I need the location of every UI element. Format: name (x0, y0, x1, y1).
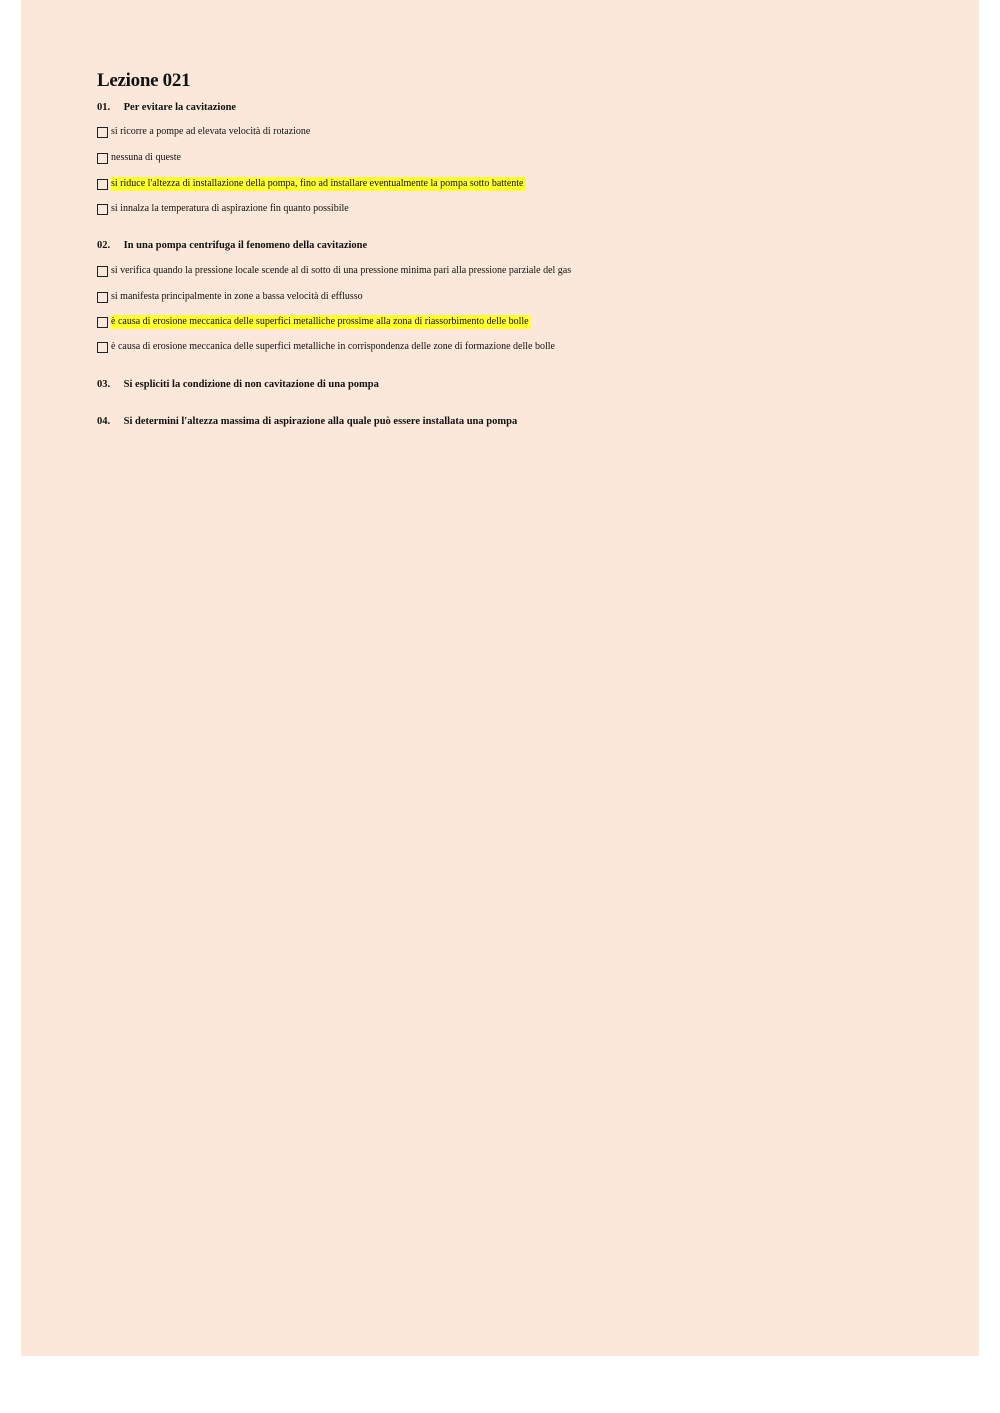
question-text: Per evitare la cavitazione (123, 102, 237, 113)
answer-option-q2-a[interactable] (97, 264, 573, 278)
question-text: Si determini l'altezza massima di aspirazione alla quale può essere installata una pompa (123, 416, 518, 427)
question-number: 01. (97, 102, 111, 113)
answer-option-q1-b[interactable] (97, 151, 183, 165)
option-text: si ricorre a pompe ad elevata velocità di rotazione (111, 126, 311, 137)
answer-option-q2-d[interactable] (97, 340, 557, 354)
answer-option-q2-c[interactable] (97, 315, 531, 329)
option-text: si verifica quando la pressione locale scende al di sotto di una pressione minima pari alla pressione parziale del gas (111, 265, 572, 276)
answer-option-q1-d[interactable] (97, 202, 351, 216)
question-02 (97, 240, 367, 251)
lesson-title: Lezione 021 (97, 70, 191, 91)
option-text: si innalza la temperatura di aspirazione fin quanto possibile (111, 203, 349, 214)
option-text-highlighted: si riduce l'altezza di installazione della pompa, fino ad installare eventualmente la pompa sotto battente (111, 178, 524, 189)
checkbox[interactable] (97, 204, 108, 215)
question-number: 02. (97, 240, 111, 251)
checkbox[interactable] (97, 317, 108, 328)
option-text: è causa di erosione meccanica delle superfici metalliche in corrispondenza delle zone di formazione delle bolle (111, 341, 555, 352)
option-text: nessuna di queste (111, 152, 181, 163)
checkbox[interactable] (97, 292, 108, 303)
checkbox[interactable] (97, 153, 108, 164)
question-number: 04. (97, 416, 111, 427)
question-03 (97, 379, 379, 390)
question-04 (97, 416, 517, 427)
question-number: 03. (97, 379, 111, 390)
checkbox[interactable] (97, 127, 108, 138)
checkbox[interactable] (97, 342, 108, 353)
checkbox[interactable] (97, 266, 108, 277)
option-text-highlighted: è causa di erosione meccanica delle superfici metalliche prossime alla zona di riassorbimento delle bolle (111, 316, 529, 327)
checkbox[interactable] (97, 179, 108, 190)
question-text: In una pompa centrifuga il fenomeno della cavitazione (123, 240, 368, 251)
answer-option-q2-b[interactable] (97, 290, 365, 304)
question-text: Si espliciti la condizione di non cavitazione di una pompa (123, 379, 379, 390)
option-text: si manifesta principalmente in zone a bassa velocità di efflusso (111, 291, 363, 302)
answer-option-q1-c[interactable] (97, 177, 526, 191)
document-page (21, 0, 979, 1356)
question-01 (97, 102, 236, 113)
answer-option-q1-a[interactable] (97, 125, 312, 139)
